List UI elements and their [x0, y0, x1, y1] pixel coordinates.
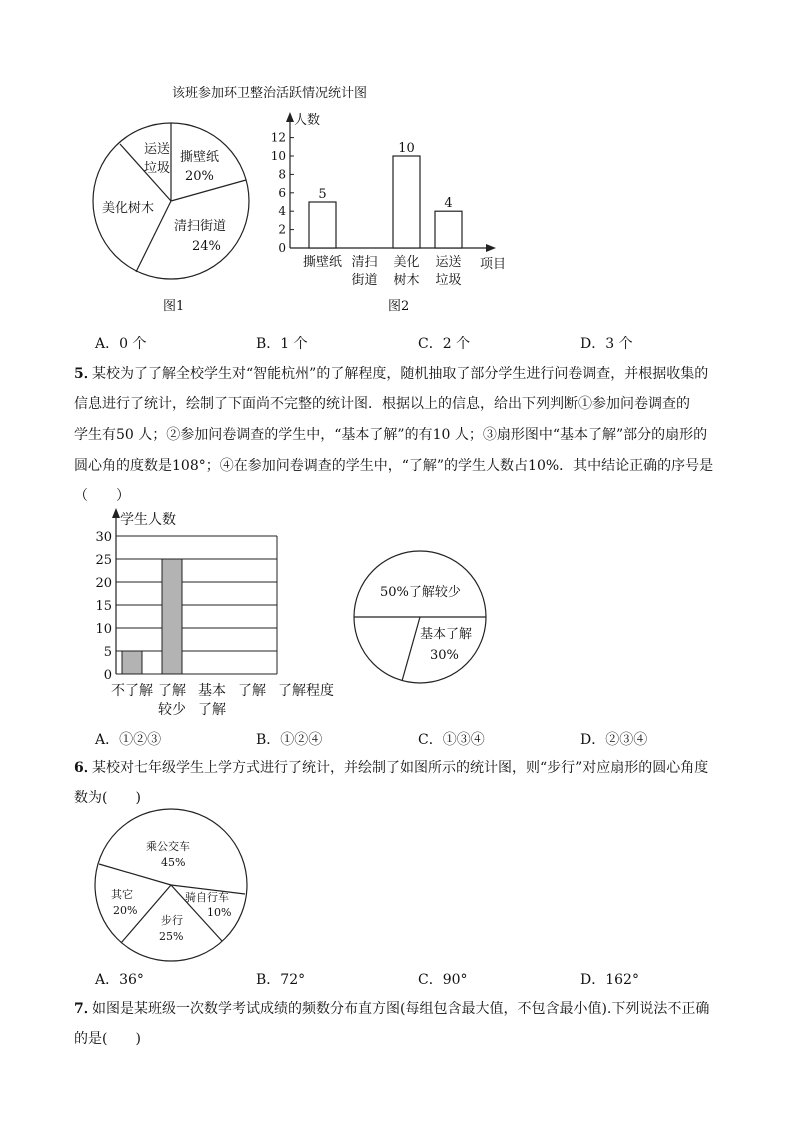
- y-tick-label: 15: [95, 599, 112, 614]
- option-c[interactable]: C．2 个: [418, 336, 471, 352]
- slice-percent: 25%: [159, 930, 184, 943]
- option-b[interactable]: B．1 个: [256, 336, 308, 352]
- bar: [162, 559, 182, 674]
- y-axis-label: 人数: [294, 113, 321, 128]
- x-axis-label: 了解程度: [278, 683, 334, 699]
- q5-bar-chart: [88, 506, 358, 721]
- x-tick-label: 街道: [351, 273, 378, 288]
- x-tick-label: 美化: [393, 255, 420, 270]
- option-c[interactable]: C．①③④: [418, 732, 485, 748]
- y-tick-label: 5: [103, 645, 112, 660]
- y-tick-label: 25: [95, 553, 112, 568]
- question-number: 5．: [74, 366, 98, 382]
- x-tick-label: 运送: [435, 255, 462, 270]
- question-text-line: 数为( ): [74, 790, 141, 806]
- slice-label: 运送: [144, 142, 171, 157]
- option-b[interactable]: B．72°: [256, 972, 306, 988]
- slice-label: 撕壁纸: [180, 150, 220, 165]
- y-tick-label: 30: [95, 530, 112, 545]
- slice-label: 美化树木: [102, 201, 155, 216]
- y-tick-label: 6: [278, 185, 286, 200]
- slice-percent: 30%: [430, 648, 459, 663]
- question-number: 6．: [74, 760, 98, 776]
- slice-percent: 45%: [161, 856, 186, 869]
- slice-percent: 20%: [113, 904, 138, 917]
- x-tick-label: 不了解: [111, 683, 153, 699]
- x-tick-label: 了解: [158, 683, 186, 699]
- bar: [122, 651, 142, 674]
- question-text-line: 学生有50 人；②参加问卷调查的学生中，“基本了解”的有10 人；③扇形图中“基本了解”部分的扇形的: [74, 427, 708, 443]
- option-d[interactable]: D．②③④: [580, 732, 648, 748]
- option-d[interactable]: D．162°: [580, 972, 639, 988]
- question-text-line: 圆心角的度数是108°；④在参加问卷调查的学生中，“了解”的学生人数占10%．其中结论正确的序号是: [74, 458, 714, 474]
- option-d[interactable]: D．3 个: [580, 336, 633, 352]
- x-tick-label: 基本: [198, 683, 226, 699]
- y-axis-label: 学生人数: [120, 512, 176, 528]
- chart-title: 该班参加环卫整治活跃情况统计图: [172, 86, 368, 101]
- slice-label: 清扫街道: [174, 219, 227, 234]
- y-tick-label: 10: [270, 149, 286, 163]
- question-number: 7．: [74, 1001, 98, 1017]
- question-text-line: 如图是某班级一次数学考试成绩的频数分布直方图(每组包含最大值，不包含最小值).下列说法不正确: [92, 1001, 710, 1017]
- fig1-pie-chart: [92, 120, 252, 285]
- slice-percent: 24%: [192, 239, 221, 254]
- y-axis-arrow: [112, 508, 120, 518]
- x-axis-label: 项目: [480, 257, 507, 272]
- question-text-line: 某校对七年级学生上学方式进行了统计，并绘制了如图所示的统计图，则“步行”对应扇形的圆心角度: [92, 760, 709, 776]
- y-axis-arrow: [286, 112, 294, 122]
- fig1-caption: 图1: [163, 299, 185, 314]
- x-axis-arrow: [486, 244, 496, 252]
- fig2-bar-chart: [262, 108, 522, 288]
- slice-percent: 10%: [207, 906, 232, 919]
- question-text-line: 的是( ): [74, 1031, 141, 1047]
- option-a[interactable]: A．0 个: [95, 336, 147, 352]
- fig2-caption: 图2: [388, 299, 410, 314]
- slice-label: 垃圾: [144, 161, 171, 176]
- slice-label: 其它: [111, 888, 133, 901]
- y-tick-label: 2: [278, 222, 286, 237]
- y-tick-label: 4: [278, 204, 286, 219]
- q5-pie-chart: [352, 548, 492, 688]
- option-b[interactable]: B．①②④: [256, 732, 323, 748]
- slice-label: 骑自行车: [185, 891, 229, 904]
- y-tick-label: 10: [95, 622, 112, 637]
- x-tick-label: 较少: [158, 702, 186, 718]
- slice-label: 步行: [161, 914, 183, 927]
- bar: [393, 156, 420, 248]
- slice-label: 基本了解: [420, 627, 473, 642]
- bar: [435, 211, 462, 248]
- bar: [309, 202, 336, 248]
- slice-label: 50%了解较少: [380, 585, 461, 600]
- x-tick-label: 树木: [393, 273, 420, 288]
- x-tick-label: 了解: [198, 702, 226, 718]
- x-tick-label: 撕壁纸: [302, 255, 343, 270]
- pie-divider: [402, 617, 420, 681]
- y-tick-label: 0: [103, 668, 112, 683]
- answer-blank: （ ）: [74, 488, 130, 504]
- y-tick-label: 12: [270, 130, 286, 145]
- x-tick-label: 清扫: [351, 255, 378, 270]
- y-tick-label: 0: [278, 241, 286, 255]
- y-tick-label: 8: [278, 167, 286, 182]
- option-c[interactable]: C．90°: [418, 972, 468, 988]
- bar-value-label: 4: [444, 196, 453, 212]
- x-tick-label: 垃圾: [435, 273, 462, 288]
- question-text-line: 某校为了了解全校学生对“智能杭州”的了解程度，随机抽取了部分学生进行问卷调查，并根据收集的: [92, 366, 709, 382]
- option-a[interactable]: A．①②③: [95, 732, 162, 748]
- question-text-line: 信息进行了统计，绘制了下面尚不完整的统计图．根据以上的信息，给出下列判断①参加问卷调查的: [74, 396, 690, 412]
- y-tick-label: 20: [95, 576, 112, 591]
- slice-percent: 20%: [185, 169, 214, 184]
- slice-label: 乘公交车: [146, 840, 190, 853]
- q6-pie-chart: [93, 808, 253, 963]
- x-tick-label: 了解: [238, 683, 266, 699]
- bar-value-label: 5: [318, 187, 327, 202]
- option-a[interactable]: A．36°: [95, 972, 144, 988]
- bar-value-label: 10: [398, 141, 415, 156]
